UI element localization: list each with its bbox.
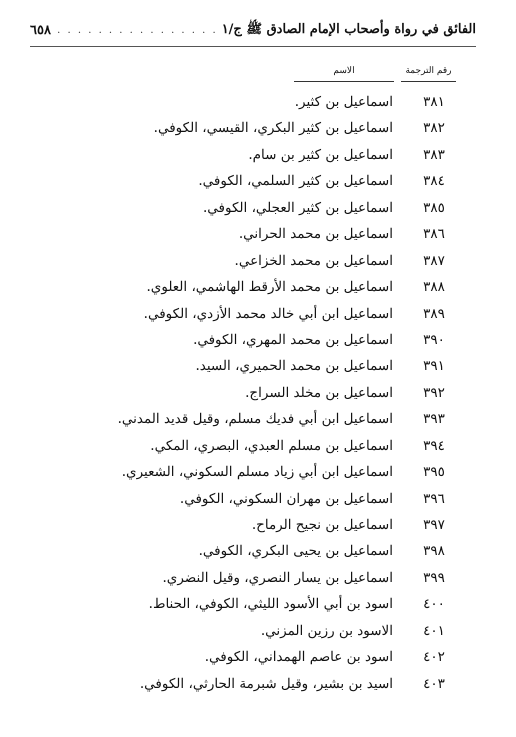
list-item bbox=[30, 89, 476, 115]
entry-name: اسماعيل بن كثير البكري، القيسي، الكوفي. bbox=[153, 120, 393, 137]
entry-number: ٣٩٦ bbox=[423, 490, 445, 507]
entry-number: ٣٨٦ bbox=[423, 226, 445, 243]
list-item bbox=[30, 380, 476, 406]
entry-name: اسماعيل ابن أبي فديك مسلم، وقيل قديد المدني. bbox=[117, 411, 393, 428]
entry-name: اسماعيل بن محمد الأرقط الهاشمي، العلوي. bbox=[146, 279, 393, 296]
list-item bbox=[30, 459, 476, 485]
list-item bbox=[30, 618, 476, 644]
list-item bbox=[30, 353, 476, 379]
list-item bbox=[30, 565, 476, 591]
list-item bbox=[30, 486, 476, 512]
list-item bbox=[30, 406, 476, 432]
entry-number: ٣٨٤ bbox=[423, 173, 445, 190]
entry-name: اسماعيل بن محمد الخزاعي. bbox=[234, 252, 393, 269]
entry-number: ٣٩٥ bbox=[423, 464, 445, 481]
entry-number: ٣٩٢ bbox=[423, 384, 445, 401]
column-header-name: الاسم bbox=[294, 66, 394, 76]
column-header-number-underline bbox=[401, 81, 456, 82]
entry-name: اسماعيل بن مسلم العبدي، البصري، المكي. bbox=[150, 437, 393, 454]
running-title: الفائق في رواة وأصحاب الإمام الصادق ﷺ ج/١ bbox=[221, 21, 476, 37]
entry-number: ٣٩٣ bbox=[423, 411, 445, 428]
entry-number: ٣٨٢ bbox=[423, 120, 445, 137]
entry-number: ٣٩٨ bbox=[423, 543, 445, 560]
entry-name: اسماعيل ابن أبي زياد مسلم السكوني، الشعيري. bbox=[121, 464, 393, 481]
list-item bbox=[30, 591, 476, 617]
entry-name: اسود بن عاصم الهمداني، الكوفي. bbox=[204, 649, 393, 666]
entries-list bbox=[30, 89, 476, 697]
entry-number: ٣٩٩ bbox=[423, 569, 445, 586]
entry-number: ٤٠١ bbox=[423, 622, 445, 639]
list-item bbox=[30, 115, 476, 141]
entry-number: ٤٠٠ bbox=[423, 596, 445, 613]
list-item bbox=[30, 274, 476, 300]
entry-name: اسود بن أبي الأسود الليثي، الكوفي، الحناط. bbox=[148, 596, 393, 613]
entry-name: اسماعيل بن محمد الحراني. bbox=[238, 226, 393, 243]
entry-name: اسماعيل بن كثير بن سام. bbox=[248, 146, 393, 163]
entry-number: ٣٩٠ bbox=[423, 331, 445, 348]
entry-number: ٣٨٥ bbox=[423, 199, 445, 216]
entry-name: اسماعيل بن مخلد السراج. bbox=[245, 384, 393, 401]
entry-number: ٤٠٣ bbox=[423, 675, 445, 692]
list-item bbox=[30, 644, 476, 670]
entry-name: اسماعيل بن كثير العجلي، الكوفي. bbox=[202, 199, 393, 216]
header-rule bbox=[30, 46, 476, 47]
entry-name: اسماعيل ابن أبي خالد محمد الأزدي، الكوفي. bbox=[143, 305, 393, 322]
list-item bbox=[30, 538, 476, 564]
entry-name: اسماعيل بن كثير السلمي، الكوفي. bbox=[198, 173, 393, 190]
page-header bbox=[30, 18, 476, 42]
entry-number: ٣٩١ bbox=[423, 358, 445, 375]
entry-name: اسماعيل بن كثير. bbox=[294, 94, 393, 110]
entry-number: ٣٨٩ bbox=[423, 305, 445, 322]
entry-number: ٣٨١ bbox=[423, 94, 445, 110]
list-item bbox=[30, 221, 476, 247]
entry-name: اسماعيل بن مهران السكوني، الكوفي. bbox=[179, 490, 393, 507]
list-item bbox=[30, 512, 476, 538]
entry-name: اسيد بن بشير، وقيل شبرمة الحارثي، الكوفي. bbox=[139, 675, 393, 692]
list-item bbox=[30, 671, 476, 697]
entry-name: اسماعيل بن محمد المهري، الكوفي. bbox=[193, 331, 393, 348]
leader-dots bbox=[55, 25, 218, 36]
entry-number: ٣٨٨ bbox=[423, 279, 445, 296]
list-item bbox=[30, 327, 476, 353]
list-item bbox=[30, 301, 476, 327]
column-header-number: رقم الترجمة bbox=[401, 66, 456, 76]
entry-name: الاسود بن رزين المزني. bbox=[260, 622, 393, 639]
entry-number: ٤٠٢ bbox=[423, 649, 445, 666]
list-item bbox=[30, 195, 476, 221]
entry-name: اسماعيل بن نجيح الرماح. bbox=[251, 517, 393, 533]
list-item bbox=[30, 142, 476, 168]
entry-name: اسماعيل بن يحيى البكري، الكوفي. bbox=[198, 543, 393, 560]
entry-number: ٣٩٧ bbox=[423, 517, 445, 533]
entry-name: اسماعيل بن محمد الحميري، السيد. bbox=[195, 358, 393, 375]
list-item bbox=[30, 168, 476, 194]
entry-number: ٣٩٤ bbox=[423, 437, 445, 454]
entry-number: ٣٨٧ bbox=[423, 252, 445, 269]
page-number: ٦٥٨ bbox=[30, 22, 51, 38]
column-header-name-underline bbox=[294, 81, 394, 82]
list-item bbox=[30, 248, 476, 274]
entry-number: ٣٨٣ bbox=[423, 146, 445, 163]
entry-name: اسماعيل بن يسار النصري، وقيل النضري. bbox=[162, 569, 393, 586]
list-item bbox=[30, 433, 476, 459]
